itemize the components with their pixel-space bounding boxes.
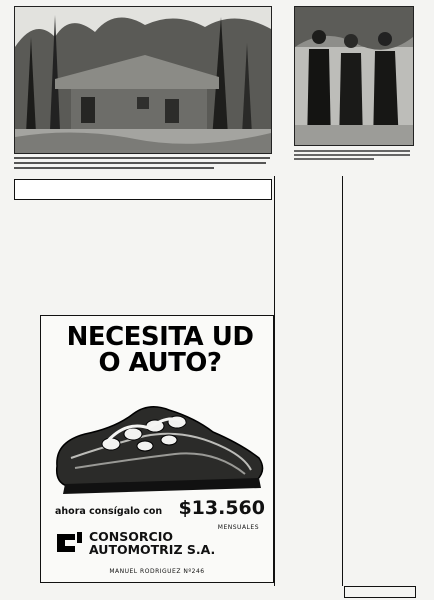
company-logo: [55, 530, 83, 556]
column-divider: [342, 176, 343, 586]
article-column-1: [14, 206, 142, 306]
ad-price-lead: ahora consígalo con: [55, 506, 163, 517]
house-photo-caption: [14, 154, 270, 172]
house-photo: [14, 6, 272, 154]
ad-monthly-label: MENSUALES: [217, 524, 259, 531]
ad-address: MANUEL RODRIGUEZ Nº246: [109, 568, 205, 575]
article-column-3: [280, 180, 340, 590]
ad-price: $13.560: [178, 497, 265, 519]
ad-company-name: CONSORCIO AUTOMOTRIZ S.A.: [89, 529, 216, 557]
article-column-4: [346, 180, 416, 580]
group-photo: [294, 6, 414, 146]
ad-headline: NECESITA UD O AUTO?: [66, 322, 254, 378]
byline-box: [344, 586, 416, 598]
article-column-2: [150, 206, 270, 306]
car-advertisement: [40, 315, 274, 583]
article-headline-box: [14, 179, 272, 200]
column-divider: [274, 176, 275, 586]
group-photo-caption: [294, 148, 412, 164]
shoe-illustration: [45, 388, 271, 496]
ad-price-row: [55, 499, 265, 525]
